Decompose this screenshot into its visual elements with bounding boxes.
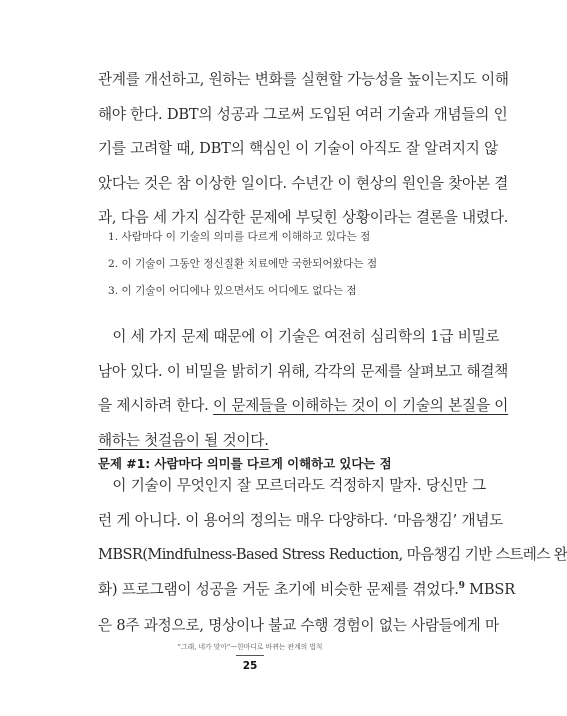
text-span: 이 기술이 무엇인지 잘 모르더라도 걱정하지 말자. 당신만 그: [112, 477, 486, 494]
underlined-text: 해하는 첫걸음이 될 것이다.: [98, 431, 269, 449]
text-line: 과, 다음 세 가지 심각한 문제에 부딪힌 상황이라는 결론을 내렸다.: [98, 209, 509, 227]
list-item: 3. 이 기술이 어디에나 있으면서도 어디에도 없다는 점: [108, 284, 357, 297]
text-span: 이 세 가지 문제 때문에 이 기술은 여전히 심리학의 1급 비밀로: [112, 328, 500, 345]
body-paragraph: [98, 63, 509, 236]
list-item: 2. 이 기술이 그동안 정신질환 치료에만 국한되어왔다는 점: [108, 257, 378, 270]
text-line: 관계를 개선하고, 원하는 변화를 실현할 가능성을 높이는지도 이해: [98, 71, 509, 88]
text-span: 을 제시하려 한다.: [98, 397, 214, 415]
text-span: 화) 프로그램이 성공을 거둔 초기에 비슷한 문제를 겪었다.: [98, 580, 459, 598]
list-item: 1. 사람마다 이 기술의 의미를 다르게 이해하고 있다는 점: [108, 231, 371, 243]
body-paragraph: [98, 469, 567, 644]
text-line: MBSR(Mindfulness-Based Stress Reduction, 마음챙김 기반 스트레스 완: [98, 546, 567, 564]
text-line: 았다는 것은 참 이상한 일이다. 수년간 이 현상의 원인을 찾아본 결: [98, 174, 509, 192]
underlined-text: 이 문제들을 이해하는 것이 이 기술의 본질을 이: [213, 397, 509, 415]
text-line: 런 게 아니다. 이 용어의 정의는 매우 다양하다. ‘마음챙김’ 개념도: [98, 511, 504, 529]
problem-list: [108, 224, 448, 304]
running-footer-title: “그래, 네가 맞아”—한마디로 바뀌는 관계의 법칙: [177, 643, 323, 651]
text-line: 남아 있다. 이 비밀을 밝히기 위해, 각각의 문제를 살펴보고 해결책: [98, 362, 509, 380]
text-line: [98, 389, 509, 424]
footer-divider: [236, 655, 264, 656]
text-line: [98, 320, 500, 355]
footnote-marker: 9: [458, 580, 465, 591]
text-line: [98, 469, 486, 504]
text-line: [98, 573, 516, 610]
text-line: 해야 한다. DBT의 성공과 그로써 도입된 여러 기술과 개념들의 인: [98, 105, 508, 123]
text-line: 은 8주 과정으로, 명상이나 불교 수행 경험이 없는 사람들에게 마: [98, 617, 499, 635]
page-number: 25: [242, 660, 258, 672]
text-span: MBSR: [464, 580, 516, 598]
section-heading: 문제 #1: 사람마다 의미를 다르게 이해하고 있다는 점: [98, 456, 392, 471]
text-line: 기를 고려할 때, DBT의 핵심인 이 기술이 아직도 잘 알려지지 않: [98, 140, 499, 158]
body-paragraph: [98, 320, 509, 458]
